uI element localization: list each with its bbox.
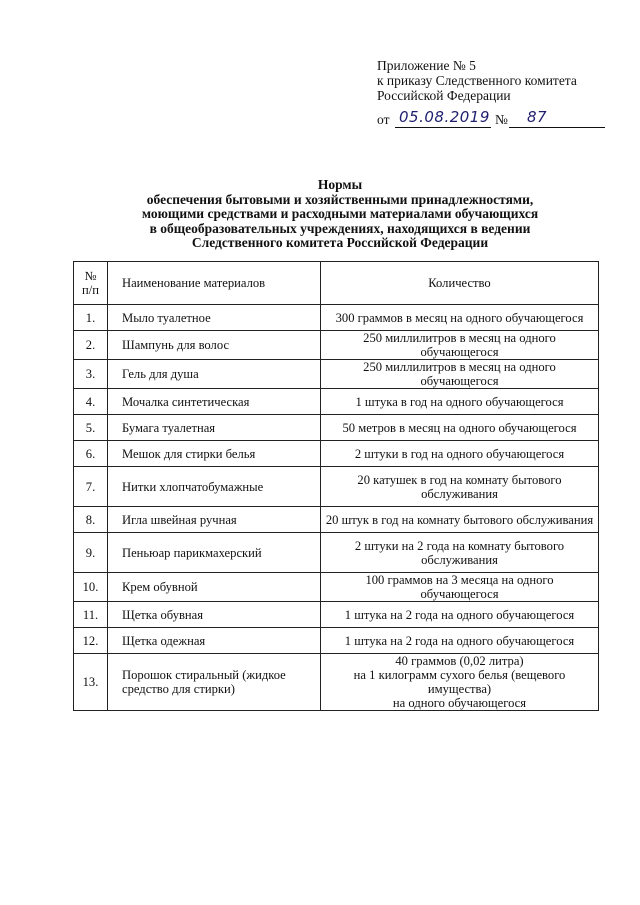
header-num-line-2: п/п [82,283,99,297]
heading-line-2: обеспечения бытовыми и хозяйственными принадлежностями, [146,191,534,207]
row-number: 6. [74,441,108,467]
heading-line-3: моющими средствами и расходными материалами обучающихся [141,206,539,221]
header-qty: Количество [321,262,599,305]
table-row [74,467,599,507]
table-row [74,331,599,360]
table-header-row [74,262,599,305]
table-row [74,305,599,331]
material-name: Мешок для стирки белья [108,441,321,467]
quantity-cell [321,573,599,602]
heading-line-5: Следственного комитета Российской Федерации [191,235,489,250]
quantity-cell [321,360,599,389]
quantity-line: 2 штуки в год на одного обучающегося [354,446,565,461]
quantity-line: 250 миллилитров в месяц на одного обучающегося [363,360,556,388]
heading-line-1: Нормы [317,177,363,192]
row-number: 7. [74,467,108,507]
order-date-line [377,108,617,130]
header-name: Наименование материалов [108,262,321,305]
appendix-block [377,58,627,103]
row-number: 5. [74,415,108,441]
quantity-cell [321,389,599,415]
date-underline [395,127,491,128]
quantity-line: 1 штука в год на одного обучающегося [355,394,564,409]
handwritten-number: 87 [527,108,548,126]
quantity-line: 100 граммов на 3 месяца на одного обучающегося [365,573,554,601]
quantity-line: 20 катушек в год на комнату бытового [357,472,562,487]
table-row [74,360,599,389]
quantity-line: на одного обучающегося [392,696,527,710]
material-name: Мочалка синтетическая [108,389,321,415]
document-heading [60,178,620,251]
quantity-line: обслуживания [421,552,498,567]
row-number: 3. [74,360,108,389]
quantity-cell [321,467,599,507]
quantity-line: на 1 килограмм сухого белья (вещевого имущества) [353,668,566,696]
norms-table [73,261,599,711]
table-row [74,415,599,441]
appendix-line-3: Российской Федерации [377,88,511,103]
row-number: 13. [74,654,108,711]
quantity-line: 50 метров в месяц на одного обучающегося [342,420,577,435]
row-number: 4. [74,389,108,415]
row-number: 12. [74,628,108,654]
table-row [74,389,599,415]
row-number: 9. [74,533,108,573]
material-name: Игла швейная ручная [108,507,321,533]
quantity-cell [321,628,599,654]
table-row [74,507,599,533]
table-row [74,441,599,467]
quantity-cell [321,602,599,628]
row-number: 2. [74,331,108,360]
quantity-line: 2 штуки на 2 года на комнату бытового [354,538,565,553]
quantity-cell [321,305,599,331]
quantity-cell [321,441,599,467]
header-num-line-1: № [84,269,97,283]
material-name: Мыло туалетное [108,305,321,331]
heading-line-4: в общеобразовательных учреждениях, находящихся в ведении [149,220,531,236]
appendix-line-2: к приказу Следственного комитета [377,73,577,88]
number-underline [509,127,605,128]
row-number: 10. [74,573,108,602]
material-name: Бумага туалетная [108,415,321,441]
quantity-cell [321,415,599,441]
table-row [74,602,599,628]
quantity-cell [321,331,599,360]
quantity-line: 1 штука на 2 года на одного обучающегося [344,633,575,648]
number-label: № [495,112,508,127]
quantity-line: обслуживания [421,486,498,501]
material-name: Шампунь для волос [108,331,321,360]
quantity-line: 300 граммов в месяц на одного обучающегося [335,310,584,325]
material-name: Щетка одежная [108,628,321,654]
material-name: Гель для душа [108,360,321,389]
material-name: Щетка обувная [108,602,321,628]
row-number: 11. [74,602,108,628]
table-row [74,573,599,602]
quantity-cell [321,507,599,533]
handwritten-date: 05.08.2019 [399,108,490,126]
appendix-line-1: Приложение № 5 [377,58,476,73]
header-num [74,262,108,305]
row-number: 1. [74,305,108,331]
row-number: 8. [74,507,108,533]
quantity-cell [321,654,599,711]
table-row [74,533,599,573]
quantity-line: 40 граммов (0,02 литра) [395,654,524,668]
quantity-line: 250 миллилитров в месяц на одного обучающегося [363,331,556,359]
quantity-line: 1 штука на 2 года на одного обучающегося [344,607,575,622]
material-name: Крем обувной [108,573,321,602]
material-name: Нитки хлопчатобумажные [108,467,321,507]
table-row [74,654,599,711]
table-row [74,628,599,654]
quantity-cell [321,533,599,573]
quantity-line: 20 штук в год на комнату бытового обслуживания [325,512,594,527]
material-name: Пеньюар парикмахерский [108,533,321,573]
from-label: от [377,112,390,127]
material-name: Порошок стиральный (жидкое средство для стирки) [108,654,321,711]
